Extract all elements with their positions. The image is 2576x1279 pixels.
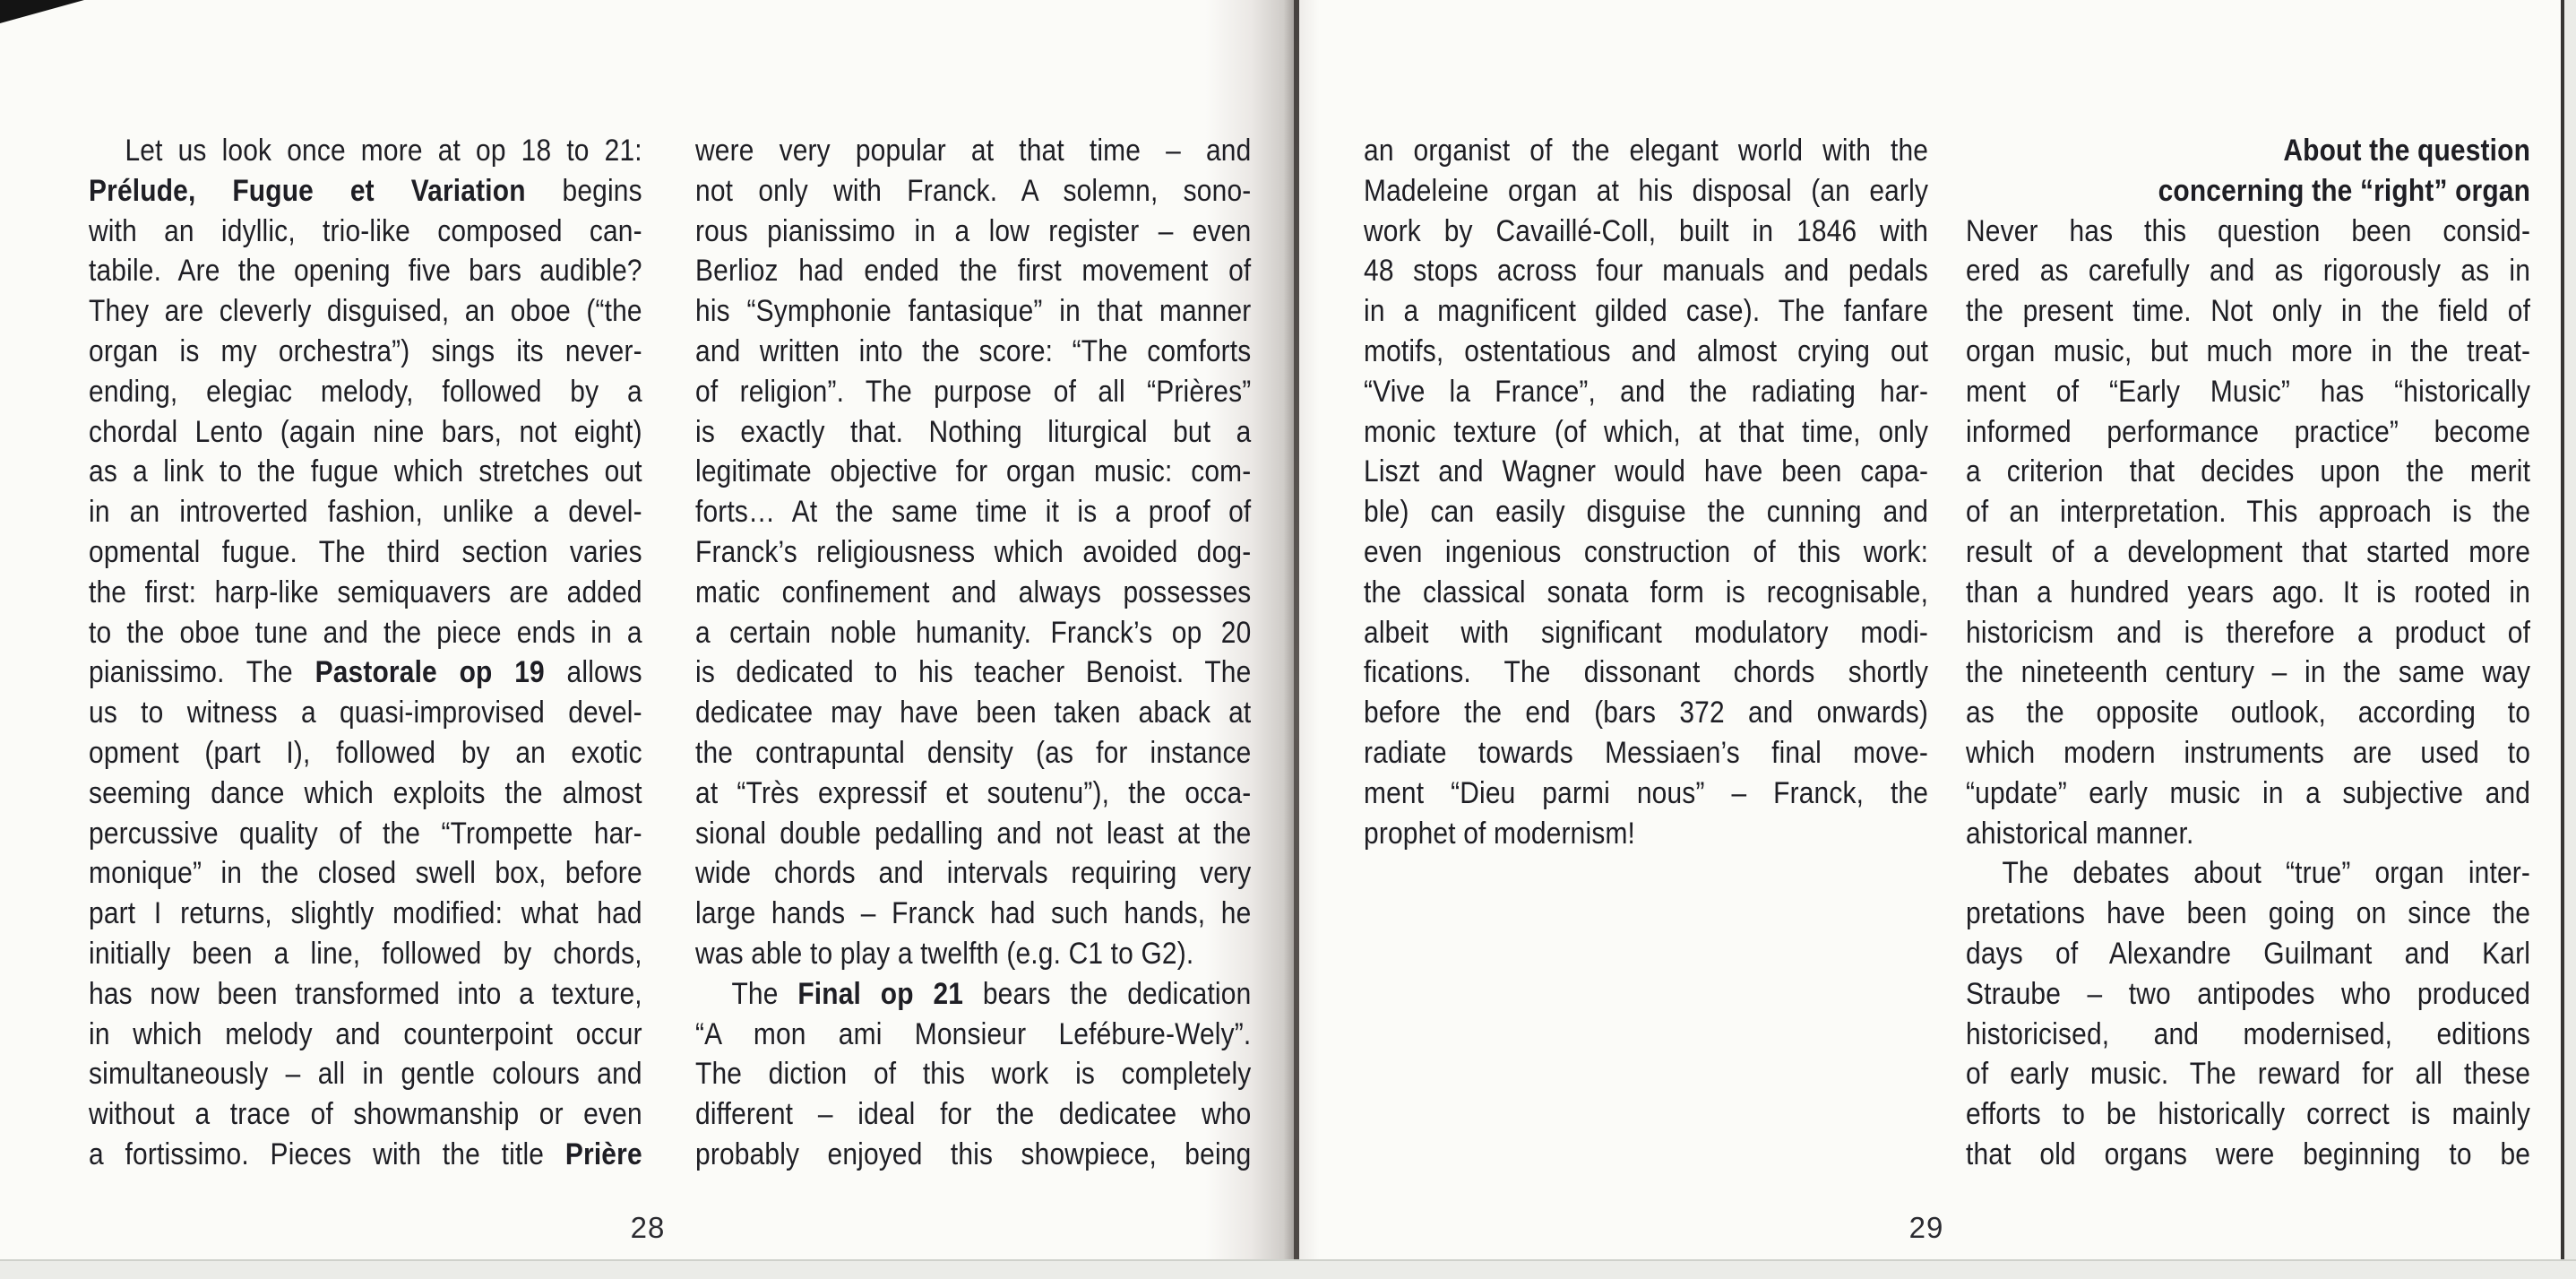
text-run: probably enjoyed this showpiece, being <box>695 1136 1252 1171</box>
text-line <box>1966 573 2530 613</box>
text-run: result of a development that started more <box>1966 534 2531 569</box>
text-line <box>1966 652 2530 693</box>
text-line <box>695 251 1251 291</box>
text-run: than a hundred years ago. It is rooted in <box>1966 575 2531 609</box>
text-run: pianissimo. The <box>89 655 315 690</box>
text-run: a criterion that decides upon the merit <box>1966 454 2531 489</box>
text-run: work by Cavaillé-Coll, built in 1846 with <box>1364 213 1929 248</box>
text-line <box>1364 291 1928 332</box>
text-line <box>89 492 642 532</box>
text-run: Madeleine organ at his disposal (an early <box>1364 173 1929 208</box>
text-run: us to witness a quasi-improvised devel- <box>89 696 642 730</box>
text-run: before the end (bars 372 and onwards) <box>1364 696 1929 730</box>
text-line <box>1966 212 2530 252</box>
text-line <box>89 1015 642 1055</box>
text-line <box>1364 171 1928 212</box>
text-line <box>695 1094 1251 1135</box>
text-line <box>1966 974 2530 1015</box>
text-line <box>1364 733 1928 773</box>
text-run: opment (part I), followed by an exotic <box>89 735 642 770</box>
text-run: radiate towards Messiaen’s final move- <box>1364 735 1929 770</box>
text-line <box>89 372 642 412</box>
text-run: part I returns, slightly modified: what had <box>89 896 642 931</box>
text-line <box>695 894 1251 934</box>
text-line <box>1364 492 1928 532</box>
text-line <box>695 1054 1251 1094</box>
text-run: tabile. Are the opening five bars audible? <box>89 254 642 289</box>
page-number-left: 28 <box>630 1211 666 1244</box>
text-run: The <box>731 976 798 1011</box>
text-line <box>89 1135 642 1175</box>
text-line <box>1364 532 1928 573</box>
text-run: ment “Dieu parmi nous” – Franck, the <box>1364 775 1929 810</box>
text-line <box>1364 613 1928 653</box>
text-line <box>695 131 1251 171</box>
text-run: the nineteenth century – in the same way <box>1966 655 2531 690</box>
text-run: was able to play a twelfth (e.g. C1 to G2). <box>695 936 1194 971</box>
text-line <box>1966 372 2530 412</box>
text-line <box>1966 532 2530 573</box>
text-run: is dedicated to his teacher Benoist. The <box>695 655 1252 690</box>
text-run: seeming dance which exploits the almost <box>89 775 642 810</box>
text-run: organ music, but much more in the treat- <box>1966 333 2531 368</box>
text-run: bears the dedication <box>963 976 1252 1011</box>
text-run: rous pianissimo in a low register – even <box>695 213 1252 248</box>
text-line <box>1364 652 1928 693</box>
text-line <box>1966 332 2530 372</box>
text-line <box>89 814 642 854</box>
text-line <box>1966 613 2530 653</box>
text-line <box>1364 773 1928 814</box>
text-run: Never has this question been consid- <box>1966 213 2531 248</box>
text-run: dedicatee may have been taken aback at <box>695 696 1252 730</box>
text-run: with an idyllic, trio-like composed can- <box>89 213 642 248</box>
text-run: ending, elegiac melody, followed by a <box>89 374 642 409</box>
text-run: The debates about “true” organ inter- <box>2002 856 2531 891</box>
text-line <box>695 291 1251 332</box>
text-run: has now been transformed into a texture, <box>89 976 642 1011</box>
text-line <box>1966 894 2530 934</box>
text-run: as the opposite outlook, according to <box>1966 696 2531 730</box>
text-line <box>1966 814 2530 854</box>
text-run: as a link to the fugue which stretches out <box>89 454 642 489</box>
text-run: ahistorical manner. <box>1966 816 2194 851</box>
text-line <box>1364 212 1928 252</box>
text-line <box>89 171 642 212</box>
text-line <box>89 693 642 733</box>
text-run: The diction of this work is completely <box>695 1057 1252 1092</box>
bold-text-run: About the question <box>2283 134 2531 168</box>
text-line <box>89 894 642 934</box>
text-run: days of Alexandre Guilmant and Karl <box>1966 936 2531 971</box>
text-run: “update” early music in a subjective and <box>1966 775 2531 810</box>
text-line <box>695 412 1251 453</box>
text-line <box>1966 492 2530 532</box>
text-line <box>1966 412 2530 453</box>
text-line <box>1966 773 2530 814</box>
text-run: in which melody and counterpoint occur <box>89 1016 642 1051</box>
text-line <box>695 773 1251 814</box>
text-run: organ is my orchestra”) sings its never- <box>89 333 642 368</box>
bold-text-run: Final op 21 <box>797 976 964 1011</box>
scan-bottom-edge <box>0 1259 2576 1261</box>
text-line <box>695 814 1251 854</box>
text-run: to the oboe tune and the piece ends in a <box>89 615 642 650</box>
text-run: Liszt and Wagner would have been capa- <box>1364 454 1929 489</box>
text-run: motifs, ostentatious and almost crying out <box>1364 333 1929 368</box>
text-line <box>695 492 1251 532</box>
page-number-right: 29 <box>1908 1211 1944 1244</box>
text-line <box>695 452 1251 492</box>
text-run: pretations have been going on since the <box>1966 896 2531 931</box>
text-run: large hands – Franck had such hands, he <box>695 896 1252 931</box>
text-run: legitimate objective for organ music: com- <box>695 454 1252 489</box>
text-line <box>695 934 1251 974</box>
text-line <box>1966 853 2530 894</box>
text-line <box>89 573 642 613</box>
text-run: an organist of the elegant world with the <box>1364 134 1929 168</box>
text-line <box>695 372 1251 412</box>
text-line <box>89 652 642 693</box>
text-run: 48 stops across four manuals and pedals <box>1364 254 1929 289</box>
text-line <box>89 934 642 974</box>
text-run: a fortissimo. Pieces with the title <box>89 1136 565 1171</box>
text-run: in an introverted fashion, unlike a devel- <box>89 495 642 530</box>
text-run: of religion”. The purpose of all “Prières” <box>695 374 1252 409</box>
text-line <box>1364 332 1928 372</box>
text-line <box>89 532 642 573</box>
text-line <box>89 332 642 372</box>
right-page-column-1 <box>1364 131 1928 853</box>
text-line <box>1966 934 2530 974</box>
text-run: simultaneously – all in gentle colours and <box>89 1057 642 1092</box>
text-line <box>1966 693 2530 733</box>
text-run: forts… At the same time it is a proof of <box>695 495 1252 530</box>
text-run: of early music. The reward for all these <box>1966 1057 2531 1092</box>
bold-text-run: Prière <box>564 1136 642 1171</box>
text-run: initially been a line, followed by chords, <box>89 936 642 971</box>
text-line <box>89 412 642 453</box>
text-line <box>1966 131 2530 171</box>
text-line <box>1364 452 1928 492</box>
text-line <box>1966 1135 2530 1175</box>
text-run: at “Très expressif et soutenu”), the occa- <box>695 775 1252 810</box>
text-run: allows <box>544 655 642 690</box>
text-line <box>89 1054 642 1094</box>
left-page-column-2 <box>695 131 1251 1175</box>
text-run: were very popular at that time – and <box>695 134 1252 168</box>
text-line <box>1364 251 1928 291</box>
text-run: that old organs were beginning to be <box>1966 1136 2531 1171</box>
text-run: a certain noble humanity. Franck’s op 20 <box>695 615 1252 650</box>
text-line <box>1364 693 1928 733</box>
text-run: ment of “Early Music” has “historically <box>1966 374 2531 409</box>
text-line <box>695 652 1251 693</box>
text-line <box>695 613 1251 653</box>
text-run: historicism and is therefore a product of <box>1966 615 2531 650</box>
text-run: prophet of modernism! <box>1364 816 1636 851</box>
text-line <box>89 291 642 332</box>
text-run: Berlioz had ended the first movement of <box>695 254 1252 289</box>
text-run: is exactly that. Nothing liturgical but a <box>695 414 1252 449</box>
text-line <box>1966 291 2530 332</box>
text-run: not only with Franck. A solemn, sono- <box>695 173 1252 208</box>
text-run: Straube – two antipodes who produced <box>1966 976 2531 1011</box>
bold-text-run: concerning the “right” organ <box>2158 173 2531 208</box>
text-run: without a trace of showmanship or even <box>89 1097 642 1132</box>
text-run: historicised, and modernised, editions <box>1966 1016 2531 1051</box>
text-line <box>1966 733 2530 773</box>
text-line <box>695 1135 1251 1175</box>
text-line <box>695 1015 1251 1055</box>
text-line <box>695 212 1251 252</box>
page-left <box>0 0 1297 1259</box>
text-run: and written into the score: “The comforts <box>695 333 1252 368</box>
text-run: in a magnificent gilded case). The fanfare <box>1364 294 1929 329</box>
text-run: ered as carefully and as rigorously as in <box>1966 254 2531 289</box>
text-run: chordal Lento (again nine bars, not eight) <box>89 414 642 449</box>
text-line <box>1364 131 1928 171</box>
bold-text-run: Prélude, Fugue et Variation <box>89 173 526 208</box>
text-line <box>1966 251 2530 291</box>
text-line <box>89 1094 642 1135</box>
bold-text-run: Pastorale op 19 <box>314 655 545 690</box>
text-run: They are cleverly disguised, an oboe (“the <box>89 294 642 329</box>
text-run: of an interpretation. This approach is the <box>1966 495 2531 530</box>
text-line <box>1966 1015 2530 1055</box>
text-line <box>695 573 1251 613</box>
text-line <box>89 251 642 291</box>
text-line <box>1966 171 2530 212</box>
text-run: even ingenious construction of this work: <box>1364 534 1929 569</box>
text-line <box>695 974 1251 1015</box>
text-line <box>1364 372 1928 412</box>
text-line <box>695 693 1251 733</box>
text-line <box>1966 1094 2530 1135</box>
text-line <box>89 773 642 814</box>
text-run: the classical sonata form is recognisable, <box>1364 575 1929 609</box>
text-run: his “Symphonie fantasique” in that manner <box>695 294 1252 329</box>
text-run: monic texture (of which, at that time, only <box>1364 414 1929 449</box>
text-run: informed performance practice” become <box>1966 414 2531 449</box>
left-page-column-1 <box>89 131 642 1175</box>
text-line <box>1966 452 2530 492</box>
text-run: monique” in the closed swell box, before <box>89 856 642 891</box>
text-line <box>695 532 1251 573</box>
text-line <box>89 452 642 492</box>
text-run: fications. The dissonant chords shortly <box>1364 655 1929 690</box>
text-line <box>695 171 1251 212</box>
text-run: ble) can easily disguise the cunning and <box>1364 495 1929 530</box>
text-run: wide chords and intervals requiring very <box>695 856 1252 891</box>
scan-corner-artifact <box>0 0 84 23</box>
text-run: which modern instruments are used to <box>1966 735 2531 770</box>
text-run: “Vive la France”, and the radiating har- <box>1364 374 1929 409</box>
text-run: begins <box>525 173 642 208</box>
text-run: the first: harp-like semiquavers are added <box>89 575 642 609</box>
text-run: matic confinement and always possesses <box>695 575 1252 609</box>
text-line <box>695 332 1251 372</box>
text-line <box>89 212 642 252</box>
page-edge-line <box>2561 0 2564 1259</box>
text-run: sional double pedalling and not least at the <box>695 816 1252 851</box>
text-line <box>89 131 642 171</box>
text-run: opmental fugue. The third section varies <box>89 534 642 569</box>
text-run: efforts to be historically correct is mainly <box>1966 1097 2531 1132</box>
text-line <box>695 733 1251 773</box>
text-run: the contrapuntal density (as for instance <box>695 735 1252 770</box>
text-line <box>89 974 642 1015</box>
text-run: different – ideal for the dedicatee who <box>695 1097 1252 1132</box>
text-line <box>89 613 642 653</box>
text-run: albeit with significant modulatory modi- <box>1364 615 1929 650</box>
text-run: the present time. Not only in the field of <box>1966 294 2531 329</box>
text-run: percussive quality of the “Trompette har- <box>89 816 642 851</box>
text-line <box>1966 1054 2530 1094</box>
text-run: Franck’s religiousness which avoided dog- <box>695 534 1252 569</box>
text-line <box>1364 814 1928 854</box>
text-line <box>695 853 1251 894</box>
text-run: Let us look once more at op 18 to 21: <box>125 134 642 168</box>
text-line <box>89 853 642 894</box>
text-line <box>1364 573 1928 613</box>
text-line <box>89 733 642 773</box>
text-line <box>1364 412 1928 453</box>
page-right <box>1299 0 2561 1259</box>
text-run: “A mon ami Monsieur Lefébure-Wely”. <box>695 1016 1252 1051</box>
right-page-column-2 <box>1966 131 2530 1175</box>
